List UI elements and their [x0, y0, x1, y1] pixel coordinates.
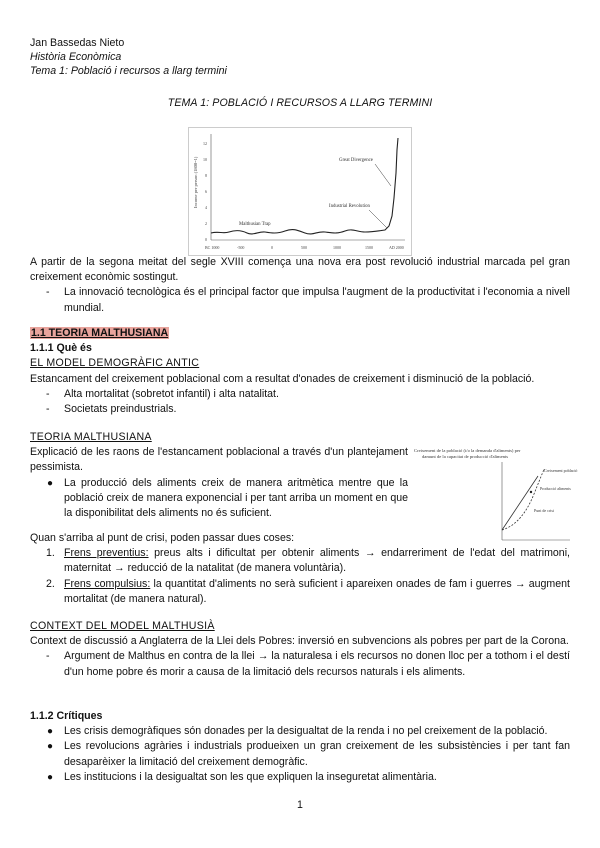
- malthusian-trap-label: Malthusian Trap: [239, 222, 271, 227]
- y-axis-label: Income per person (1800=1): [193, 156, 198, 208]
- x-tick: 500: [301, 245, 307, 250]
- dash-marker: -: [46, 387, 50, 400]
- dash-marker: -: [46, 650, 50, 663]
- section-heading: 1.1 TEORIA MALTHUSIANA: [31, 327, 169, 339]
- list-item: [30, 285, 570, 315]
- figure-caption-line: damunt de la capacitat de producció d'aliments: [422, 454, 509, 459]
- teoria-text: Explicació de les raons de l'estancament poblacional a través d'un plantejament pessimista.: [30, 446, 408, 474]
- malthus-diagram: [412, 446, 578, 544]
- list-term: Frens preventius:: [64, 547, 149, 560]
- list-item-text: la quantitat d'aliments no serà suficient i apareixen onades de fam i guerres → augment mortalitat (de manera natural).: [64, 577, 570, 605]
- y-tick: 2: [205, 221, 207, 226]
- list-item: [30, 724, 570, 739]
- model-heading: EL MODEL DEMOGRÀFIC ANTIC: [30, 357, 200, 370]
- crisis-label: Punt de crisi: [534, 508, 554, 513]
- x-tick: 1000: [333, 245, 341, 250]
- model-text: Estancament del creixement poblacional com a resultat d'onades de creixement i disminució de la població.: [30, 372, 535, 385]
- context-block: [30, 619, 570, 680]
- list-item: [30, 476, 408, 522]
- y-tick: 4: [205, 205, 207, 210]
- subsection-heading: 1.1.2 Crítiques: [30, 710, 103, 722]
- crisis-block: [30, 531, 570, 607]
- list-item: [30, 402, 570, 417]
- list-number: 1.: [46, 547, 55, 560]
- list-item-text: La producció dels aliments creix de manera aritmètica mentre que la població creix de manera exponencial i per tant arriba un moment en que la disponibilitat dels aliments no és suficient.: [64, 476, 408, 520]
- bullet-marker: ●: [47, 771, 54, 783]
- bullet-marker: ●: [47, 741, 54, 753]
- bullet-marker: ●: [47, 477, 54, 489]
- x-tick: BC 1000: [205, 245, 220, 250]
- great-divergence-label: Great Divergence: [339, 158, 373, 163]
- list-item: [30, 739, 570, 769]
- list-item-text: Les revolucions agràries i industrials produeixen un gran creixement de les subsistències i per tant fan desaparèixer la limitació del creixement demogràfic.: [64, 740, 570, 768]
- y-tick: 12: [203, 141, 207, 146]
- intro-paragraph: A partir de la segona meitat del segle XVIII comença una nova era post revolució industrial marcada pel gran creixement econòmic sostingut.: [30, 256, 570, 284]
- critiques-block: [30, 709, 570, 785]
- x-tick: -500: [237, 245, 245, 250]
- intro-block: [30, 255, 570, 316]
- y-tick: 8: [205, 173, 207, 178]
- teoria-heading: TEORIA MALTHUSIANA: [30, 431, 152, 443]
- list-item: [30, 546, 570, 576]
- y-tick: 10: [203, 157, 207, 162]
- y-tick: 0: [205, 237, 207, 242]
- income-chart-figure: [188, 127, 412, 256]
- list-item-text: La innovació tecnològica és el principal factor que impulsa l'augment de la productivitat i l'economia a nivell mundial.: [64, 286, 570, 314]
- x-tick: 1500: [365, 245, 373, 250]
- dash-marker: -: [46, 403, 50, 416]
- author-name: Jan Bassedas Nieto: [30, 37, 125, 49]
- context-heading: CONTEXT DEL MODEL MALTHUSIÀ: [30, 620, 215, 632]
- subject-name: Història Econòmica: [30, 51, 122, 63]
- population-label: Creixement població: [544, 468, 578, 473]
- page-title: TEMA 1: POBLACIÓ I RECURSOS A LLARG TERMINI: [167, 97, 433, 109]
- list-item-text: Les institucions i la desigualtat son les que expliquen la inseguretat alimentària.: [64, 770, 437, 783]
- list-item: [30, 649, 570, 679]
- topic-name: Tema 1: Població i recursos a llarg termini: [30, 65, 227, 77]
- dash-marker: -: [46, 286, 50, 299]
- list-item-text: preus alts i dificultat per obtenir aliments → endarreriment de l'edat del matrimoni, maternitat → reducció de la natalitat (de manera voluntària).: [64, 547, 570, 575]
- list-term: Frens compulsius:: [64, 577, 151, 590]
- list-item: [30, 577, 570, 607]
- food-production-line: [502, 476, 538, 530]
- context-text: Context de discussió a Anglaterra de la Llei dels Pobres: inversió en subvencions als pobres per part de la Corona.: [30, 635, 569, 648]
- annotation-arrow: [375, 164, 391, 186]
- figure-caption-line: Creixement de la població (i/o la demanda d'aliments) per: [414, 448, 521, 453]
- subsection-heading: 1.1.1 Què és: [30, 342, 92, 355]
- teoria-block: [30, 430, 408, 521]
- malthus-figure: [412, 446, 578, 544]
- annotation-arrow: [369, 210, 387, 228]
- crisis-intro: Quan s'arriba al punt de crisi, poden passar dues coses:: [30, 532, 295, 544]
- section-1-1: [30, 326, 570, 417]
- list-item: [30, 387, 570, 402]
- bullet-marker: ●: [47, 726, 54, 738]
- crisis-point: [530, 491, 532, 493]
- food-label: Producció aliments: [540, 486, 571, 491]
- income-series-line: [211, 138, 398, 234]
- document-header: [30, 36, 227, 78]
- list-item-text: Societats preindustrials.: [64, 403, 177, 416]
- list-item: [30, 770, 570, 785]
- x-tick: 0: [271, 245, 273, 250]
- page-number: 1: [297, 799, 303, 811]
- list-item-text: Les crisis demogràfiques són donades per la desigualtat de la renda i no pel creixement de la població.: [64, 725, 548, 738]
- list-item-text: Alta mortalitat (sobretot infantil) i alta natalitat.: [64, 387, 279, 400]
- list-number: 2.: [46, 577, 55, 590]
- list-item-text: Argument de Malthus en contra de la llei → la naturalesa i els recursos no donen lloc per a tothom i el destí d'un home pobre és morir a causa de la limitació dels recursos naturals i els aliments.: [64, 650, 570, 678]
- x-tick: AD 2000: [389, 245, 404, 250]
- industrial-revolution-label: Industrial Revolution: [329, 204, 370, 209]
- income-chart: [189, 128, 411, 255]
- y-tick: 6: [205, 189, 207, 194]
